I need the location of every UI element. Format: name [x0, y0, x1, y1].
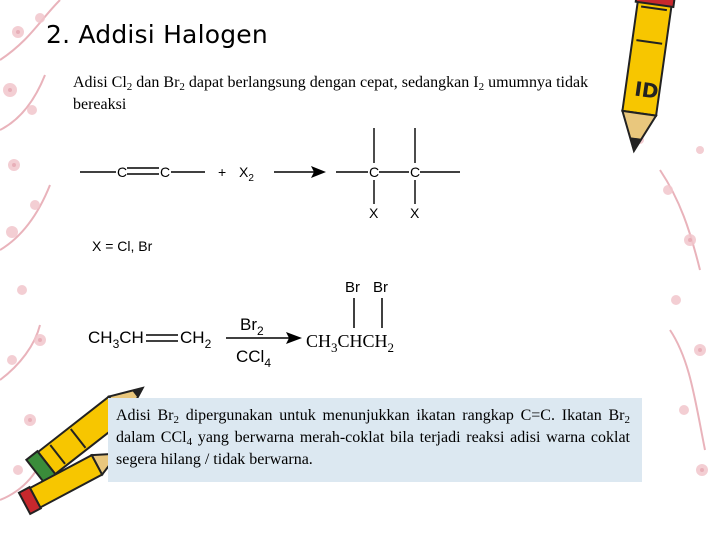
svg-text:ID: ID [632, 76, 661, 104]
intro-text: Adisi $Cl_2$ dan $Br_2$ dapat berlangsung dengan cepat, sedangkan $I_2$ umumnya tidak bereaksi [73, 74, 589, 113]
arrow-solvent-ccl4: CCl$_4$ [236, 347, 272, 370]
halogen-note: X = Cl, Br [92, 238, 153, 254]
product-carbon-1: C [369, 164, 380, 180]
halogen-x-2: X [410, 205, 420, 221]
page-title: 2. Addisi Halogen [46, 20, 268, 49]
reactant-end: $CH_2$ [180, 328, 212, 351]
alkene-carbon-2: C [160, 164, 171, 180]
product-formula: $CH_3CHCH_2$ [306, 331, 395, 355]
halogen-x-1: X [369, 205, 379, 221]
bromine-atom-1: Br [345, 279, 360, 296]
reagent-x2: $X_2$ [239, 164, 254, 184]
product-carbon-2: C [410, 164, 421, 180]
reaction-propene [88, 279, 394, 370]
bromine-atom-2: Br [373, 279, 388, 296]
alkene-carbon-1: C [117, 164, 128, 180]
reaction-general [80, 128, 460, 221]
arrow-reagent-br2: $Br_2$ [240, 315, 264, 338]
reactant-formula: $CH_3CH$ [88, 328, 144, 351]
plus-sign: + [218, 164, 227, 180]
info-text: Adisi $Br_2$ dipergunakan untuk menunjukkan ikatan rangkap C=C. Ikatan $Br_2$ dalam CCl$_4$ yang berwarna merah-coklat bila terjadi reaksi adisi warna coklat segera hilang / tidak berwarna. [116, 407, 630, 468]
